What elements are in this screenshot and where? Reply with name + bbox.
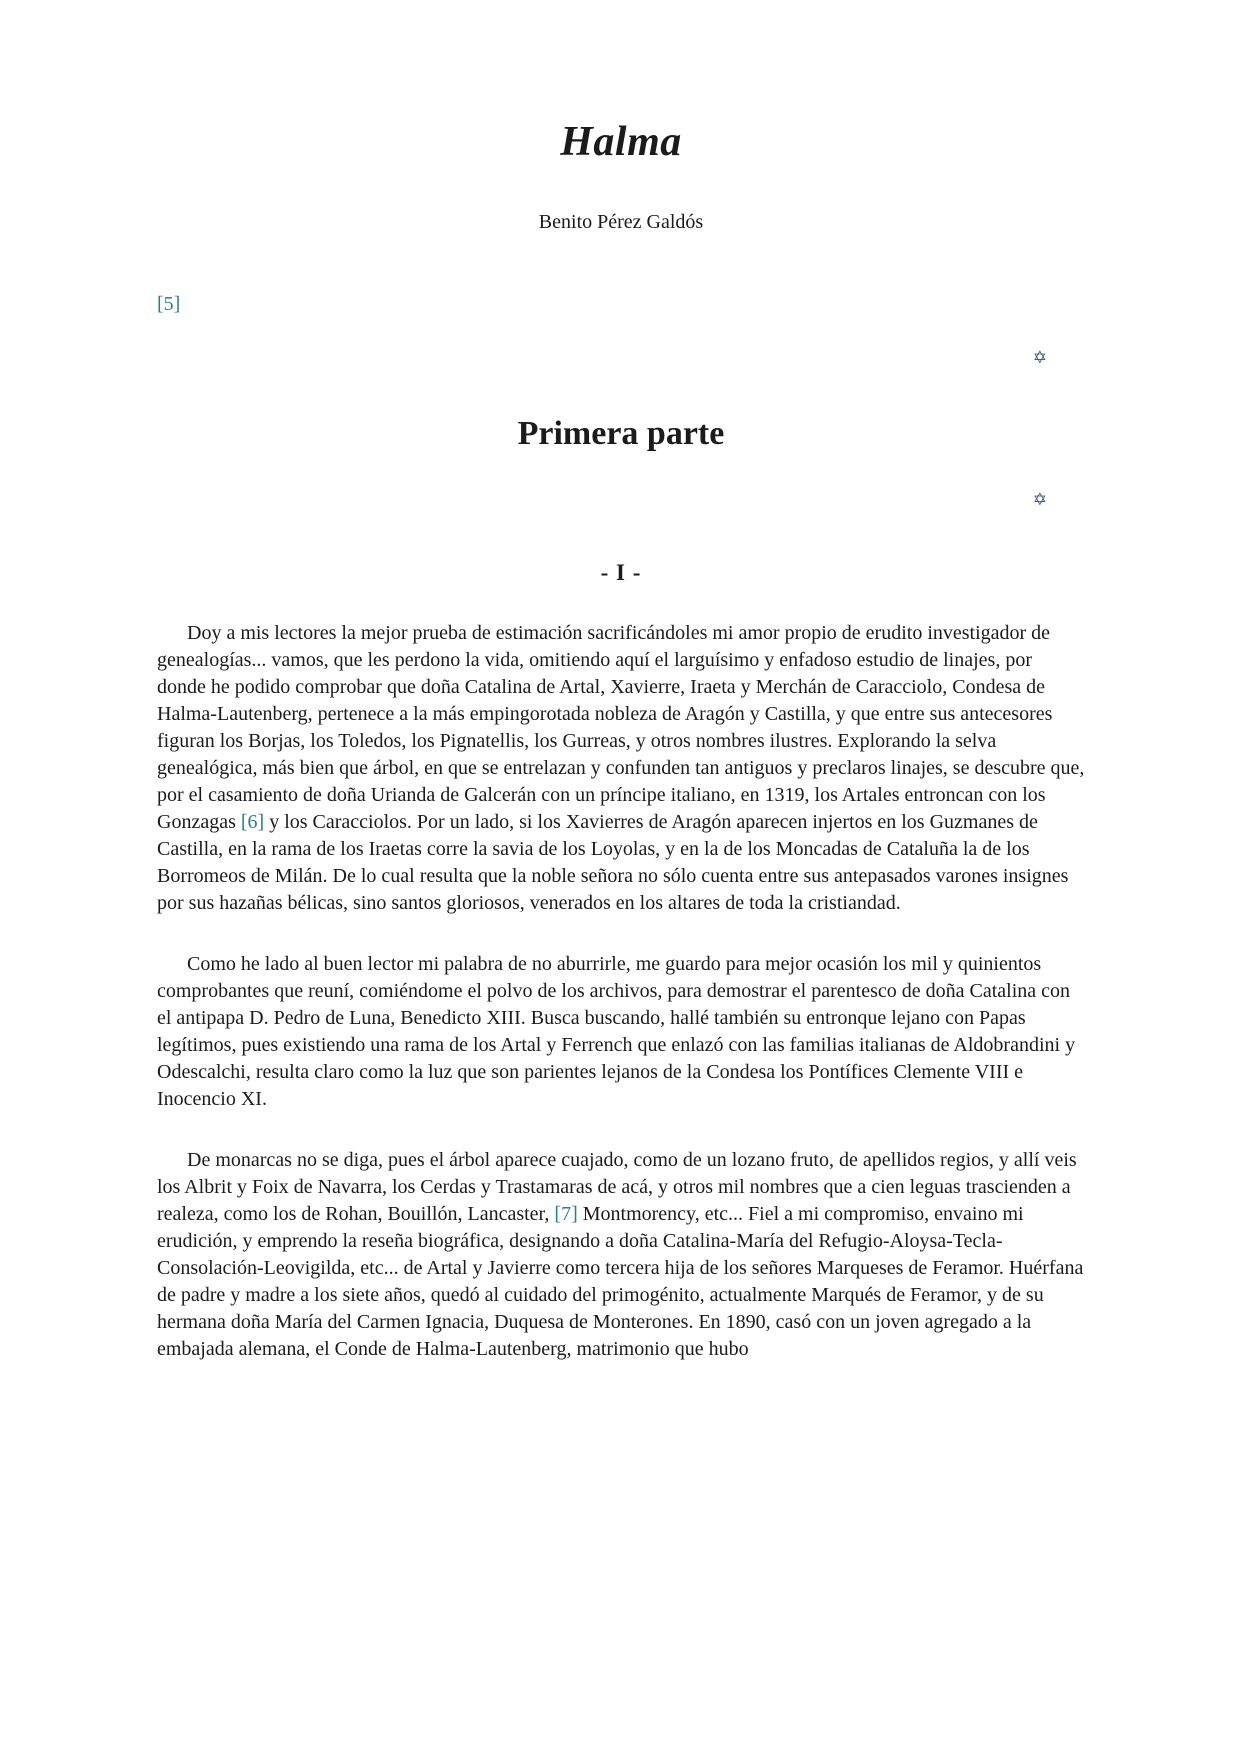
paragraph	[157, 1147, 1085, 1363]
body-text-container	[157, 620, 1085, 1363]
page-number-anchor-link[interactable]: [5]	[157, 293, 181, 316]
paragraph	[157, 620, 1085, 917]
star-of-david-icon: ✡	[1032, 348, 1047, 368]
paragraph-text: De monarcas no se diga, pues el árbol aparece cuajado, como de un lozano fruto, de apellidos regios, y allí veis los Albrit y Foix de Navarra, los Cerdas y Trastamaras de acá, y otros mil nombres que a cien leguas trascienden a realeza, como los de Rohan, Bouillón, Lancaster,	[157, 1149, 1077, 1226]
paragraph-text: y los Caracciolos. Por un lado, si los Xavierres de Aragón aparecen injertos en los Guzmanes de Castilla, en la rama de los Iraetas corre la savia de los Loyolas, y en la de los Moncadas de Cataluña la de los Borromeos de Milán. De lo cual resulta que la noble señora no sólo cuenta entre sus antepasados varones insignes por sus hazañas bélicas, sino santos gloriosos, venerados en los altares de toda la cristiandad.	[157, 811, 1069, 915]
footnote-page-anchor-link[interactable]: [6]	[240, 811, 265, 834]
section-divider	[157, 348, 1085, 368]
paragraph-text: Montmorency, etc... Fiel a mi compromiso, envaino mi erudición, y emprendo la reseña biográfica, designando a doña Catalina-María del Refugio-Aloysa-Tecla-Consolación-Leovigilda, etc... de Artal y Javierre como tercera hija de los señores Marqueses de Feramor. Huérfana de padre y madre a los siete años, quedó al cuidado del primogénito, actualmente Marqués de Feramor, y de su hermana doña María del Carmen Ignacia, Duquesa de Monterones. En 1890, casó con un joven agregado a la embajada alemana, el Conde de Halma-Lautenberg, matrimonio que hubo	[157, 1203, 1084, 1361]
book-title: Halma	[560, 119, 682, 165]
section-divider	[157, 490, 1085, 510]
author-name: Benito Pérez Galdós	[538, 211, 704, 234]
chapter-heading: - I -	[600, 559, 642, 585]
paragraph-text: Doy a mis lectores la mejor prueba de estimación sacrificándoles mi amor propio de erudito investigador de genealogías... vamos, que les perdono la vida, omitiendo aquí el larguísimo y enfadoso estudio de linajes, por donde he podido comprobar que doña Catalina de Artal, Xavierre, Iraeta y Merchán de Caracciolo, Condesa de Halma-Lautenberg, pertenece a la más empingorotada nobleza de Aragón y Castilla, y que entre sus antecesores figuran los Borjas, los Toledos, los Pignatellis, los Gurreas, y otros nombres ilustres. Explorando la selva genealógica, más bien que árbol, en que se entrelazan y confunden tan antiguos y preclaros linajes, se descubre que, por el casamiento de doña Urianda de Galcerán con un príncipe italiano, en 1319, los Artales entroncan con los Gonzagas	[157, 622, 1085, 834]
paragraph	[157, 951, 1085, 1113]
star-of-david-icon: ✡	[1032, 489, 1047, 509]
paragraph-text: Como he lado al buen lector mi palabra de no aburrirle, me guardo para mejor ocasión los mil y quinientos comprobantes que reuní, comiéndome el polvo de los archivos, para demostrar el parentesco de doña Catalina con el antipapa D. Pedro de Luna, Benedicto XIII. Busca buscando, hallé también su entronque lejano con Papas legítimos, pues existiendo una rama de los Artal y Ferrench que enlazó con las familias italianas de Aldobrandini y Odescalchi, resulta claro como la luz que son parientes lejanos de la Condesa los Pontífices Clemente VIII e Inocencio XI.	[157, 953, 1076, 1111]
part-heading: Primera parte	[517, 415, 725, 453]
footnote-page-anchor-link[interactable]: [7]	[554, 1203, 578, 1226]
